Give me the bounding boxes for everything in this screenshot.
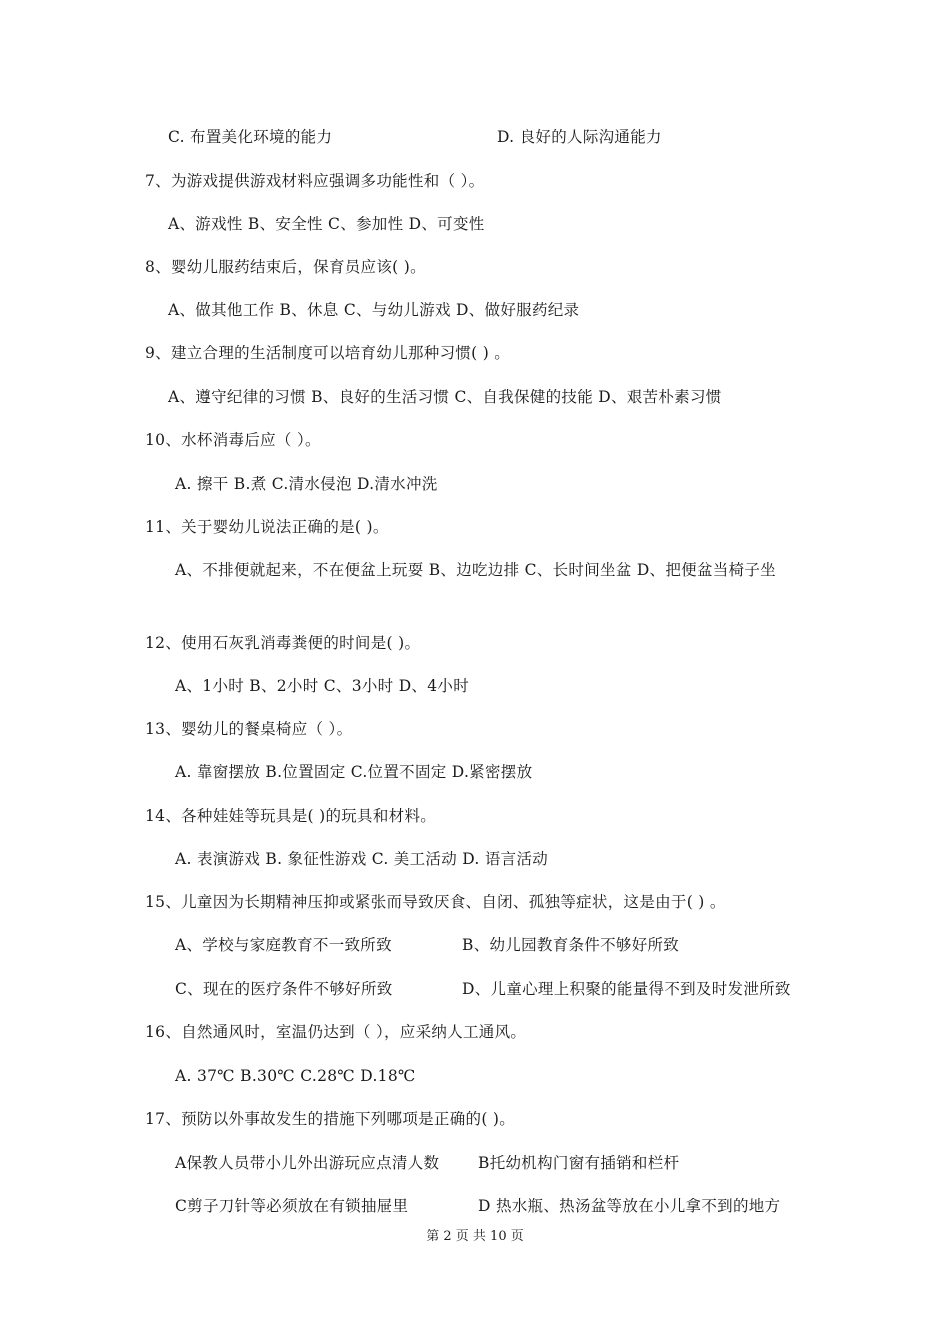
option-15b: B、幼儿园教育条件不够好所致 <box>462 936 680 954</box>
options-9: A、遵守纪律的习惯 B、良好的生活习惯 C、自我保健的技能 D、艰苦朴素习惯 <box>168 388 722 406</box>
page-footer: 第 2 页 共 10 页 <box>426 1229 524 1244</box>
options-14: A. 表演游戏 B. 象征性游戏 C. 美工活动 D. 语言活动 <box>175 850 549 868</box>
option-15a: A、学校与家庭教育不一致所致 <box>175 936 392 954</box>
option-17a: A保教人员带小儿外出游玩应点清人数 <box>175 1154 440 1172</box>
options-11: A、不排便就起来，不在便盆上玩耍 B、边吃边排 C、长时间坐盆 D、把便盆当椅子坐 <box>175 561 776 579</box>
option-6d: D. 良好的人际沟通能力 <box>497 128 662 146</box>
options-8: A、做其他工作 B、休息 C、与幼儿游戏 D、做好服药纪录 <box>168 301 580 319</box>
question-11: 11、关于婴幼儿说法正确的是( )。 <box>145 518 389 536</box>
option-17c: C剪子刀针等必须放在有锁抽屉里 <box>175 1197 409 1215</box>
question-8: 8、婴幼儿服药结束后，保育员应该( )。 <box>145 258 426 276</box>
question-7: 7、为游戏提供游戏材料应强调多功能性和（ ）。 <box>145 172 485 190</box>
options-7: A、游戏性 B、安全性 C、参加性 D、可变性 <box>168 215 485 233</box>
option-17b: B托幼机构门窗有插销和栏杆 <box>478 1154 680 1172</box>
question-12: 12、使用石灰乳消毒粪便的时间是( )。 <box>145 634 421 652</box>
question-17: 17、预防以外事故发生的措施下列哪项是正确的( )。 <box>145 1110 516 1128</box>
question-16: 16、自然通风时，室温仍达到（ ），应采纳人工通风。 <box>145 1023 527 1041</box>
question-13: 13、婴幼儿的餐桌椅应（ ）。 <box>145 720 353 738</box>
question-10: 10、水杯消毒后应（ ）。 <box>145 431 321 449</box>
option-17d: D 热水瓶、热汤盆等放在小儿拿不到的地方 <box>478 1197 781 1215</box>
options-10: A. 擦干 B.煮 C.清水侵泡 D.清水冲洗 <box>175 475 438 493</box>
options-13: A. 靠窗摆放 B.位置固定 C.位置不固定 D.紧密摆放 <box>175 763 533 781</box>
question-9: 9、建立合理的生活制度可以培育幼儿那种习惯( ) 。 <box>145 344 511 362</box>
option-15d: D、儿童心理上积聚的能量得不到及时发泄所致 <box>462 980 791 998</box>
options-12: A、1小时 B、2小时 C、3小时 D、4小时 <box>175 677 469 695</box>
options-16: A. 37℃ B.30℃ C.28℃ D.18℃ <box>175 1067 416 1085</box>
option-6c: C. 布置美化环境的能力 <box>168 128 333 146</box>
option-15c: C、现在的医疗条件不够好所致 <box>175 980 393 998</box>
question-15: 15、儿童因为长期精神压抑或紧张而导致厌食、自闭、孤独等症状，这是由于( ) 。 <box>145 893 726 911</box>
question-14: 14、各种娃娃等玩具是( )的玩具和材料。 <box>145 807 437 825</box>
